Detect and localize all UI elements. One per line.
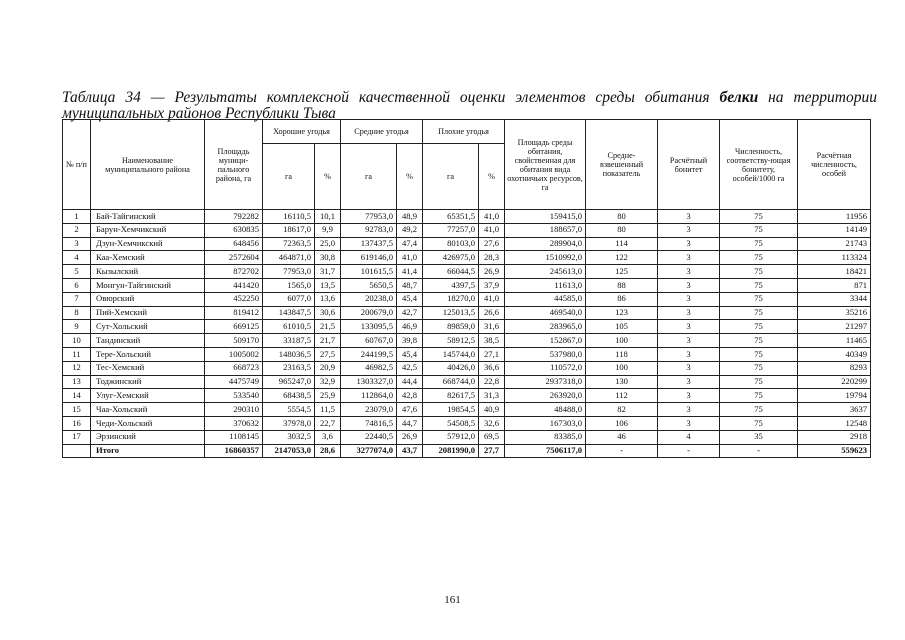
cell-medium-ha: 23079,0 <box>341 403 397 417</box>
cell-population: 559623 <box>798 444 871 458</box>
cell-poor-pct: 22,8 <box>479 375 505 389</box>
cell-population: 871 <box>798 278 871 292</box>
cell-weighted: - <box>586 444 658 458</box>
cell-area: 452250 <box>205 292 263 306</box>
cell-medium-ha: 200679,0 <box>341 306 397 320</box>
cell-name: Улуг-Хемский <box>91 389 205 403</box>
cell-habitat: 48488,0 <box>505 403 586 417</box>
cell-population: 11956 <box>798 210 871 224</box>
cell-medium-pct: 44,7 <box>397 416 423 430</box>
cell-medium-pct: 47,6 <box>397 403 423 417</box>
cell-area: 533540 <box>205 389 263 403</box>
cell-good-ha: 72363,5 <box>263 237 315 251</box>
cell-weighted: 88 <box>586 278 658 292</box>
cell-name: Тоджинский <box>91 375 205 389</box>
table-header <box>63 120 871 210</box>
cell-poor-pct: 31,3 <box>479 389 505 403</box>
cell-name: Бай-Тайгинский <box>91 210 205 224</box>
cell-medium-pct: 45,4 <box>397 347 423 361</box>
cell-bonitet: 3 <box>658 403 720 417</box>
cell-bonitet: - <box>658 444 720 458</box>
cell-poor-ha: 89859,0 <box>423 320 479 334</box>
cell-population: 11465 <box>798 334 871 348</box>
cell-no: 9 <box>63 320 91 334</box>
cell-name: Кызылский <box>91 265 205 279</box>
cell-good-pct: 27,5 <box>315 347 341 361</box>
cell-area: 16860357 <box>205 444 263 458</box>
cell-habitat: 110572,0 <box>505 361 586 375</box>
cell-density: 75 <box>720 416 798 430</box>
cell-no: 1 <box>63 210 91 224</box>
cell-no: 4 <box>63 251 91 265</box>
table-caption <box>62 90 877 122</box>
cell-weighted: 105 <box>586 320 658 334</box>
table-row <box>63 389 871 403</box>
cell-weighted: 118 <box>586 347 658 361</box>
cell-poor-ha: 40426,0 <box>423 361 479 375</box>
cell-population: 14149 <box>798 223 871 237</box>
cell-medium-pct: 48,9 <box>397 210 423 224</box>
table-row <box>63 320 871 334</box>
cell-poor-ha: 80103,0 <box>423 237 479 251</box>
cell-no: 15 <box>63 403 91 417</box>
cell-weighted: 122 <box>586 251 658 265</box>
cell-weighted: 123 <box>586 306 658 320</box>
cell-medium-pct: 42,7 <box>397 306 423 320</box>
cell-no: 8 <box>63 306 91 320</box>
cell-habitat: 11613,0 <box>505 278 586 292</box>
cell-density: - <box>720 444 798 458</box>
cell-no: 2 <box>63 223 91 237</box>
table-total-row <box>63 444 871 458</box>
cell-poor-pct: 41,0 <box>479 223 505 237</box>
cell-bonitet: 3 <box>658 251 720 265</box>
cell-density: 75 <box>720 347 798 361</box>
cell-area: 290310 <box>205 403 263 417</box>
table-row <box>63 416 871 430</box>
cell-medium-ha: 20238,0 <box>341 292 397 306</box>
cell-weighted: 80 <box>586 210 658 224</box>
cell-habitat: 283965,0 <box>505 320 586 334</box>
header-medium-ha: га <box>341 144 397 210</box>
cell-name: Тандинский <box>91 334 205 348</box>
cell-good-ha: 3032,5 <box>263 430 315 444</box>
cell-area: 648456 <box>205 237 263 251</box>
cell-density: 75 <box>720 210 798 224</box>
cell-habitat: 537980,0 <box>505 347 586 361</box>
cell-good-ha: 143847,5 <box>263 306 315 320</box>
cell-medium-pct: 39,8 <box>397 334 423 348</box>
cell-area: 872702 <box>205 265 263 279</box>
cell-poor-pct: 32,6 <box>479 416 505 430</box>
cell-good-ha: 965247,0 <box>263 375 315 389</box>
cell-area: 441420 <box>205 278 263 292</box>
cell-good-ha: 148036,5 <box>263 347 315 361</box>
cell-habitat: 289904,0 <box>505 237 586 251</box>
table-row <box>63 347 871 361</box>
cell-name: Чеди-Хольский <box>91 416 205 430</box>
cell-bonitet: 3 <box>658 416 720 430</box>
header-bonitet: Расчётный бонитет <box>658 120 720 210</box>
cell-density: 75 <box>720 237 798 251</box>
cell-poor-ha: 58912,5 <box>423 334 479 348</box>
cell-good-pct: 30,6 <box>315 306 341 320</box>
cell-name: Итого <box>91 444 205 458</box>
cell-name: Овюрский <box>91 292 205 306</box>
caption-suffix: на территории муниципальных районов Республики Тыва <box>62 89 877 122</box>
cell-poor-ha: 426975,0 <box>423 251 479 265</box>
cell-good-ha: 2147053,0 <box>263 444 315 458</box>
cell-density: 75 <box>720 251 798 265</box>
cell-good-pct: 3,6 <box>315 430 341 444</box>
header-area: Площадь муници-пального района, га <box>205 120 263 210</box>
cell-habitat: 44585,0 <box>505 292 586 306</box>
cell-good-ha: 23163,5 <box>263 361 315 375</box>
header-good: Хорошие угодья <box>263 120 341 144</box>
cell-bonitet: 3 <box>658 237 720 251</box>
cell-poor-pct: 41,0 <box>479 210 505 224</box>
cell-density: 75 <box>720 278 798 292</box>
table-row <box>63 334 871 348</box>
header-density: Численность, соответству-ющая бонитету, особей/1000 га <box>720 120 798 210</box>
cell-good-ha: 37978,0 <box>263 416 315 430</box>
cell-good-pct: 22,7 <box>315 416 341 430</box>
cell-weighted: 46 <box>586 430 658 444</box>
header-habitat: Площадь среды обитания, свойственная для обитания вида охотничьих ресурсов, га <box>505 120 586 210</box>
cell-weighted: 100 <box>586 334 658 348</box>
cell-density: 35 <box>720 430 798 444</box>
cell-medium-ha: 46982,5 <box>341 361 397 375</box>
cell-habitat: 83385,0 <box>505 430 586 444</box>
cell-name: Барун-Хемчикский <box>91 223 205 237</box>
cell-poor-pct: 27,6 <box>479 237 505 251</box>
cell-medium-ha: 3277074,0 <box>341 444 397 458</box>
cell-poor-pct: 41,0 <box>479 292 505 306</box>
cell-name: Тес-Хемский <box>91 361 205 375</box>
cell-poor-ha: 77257,0 <box>423 223 479 237</box>
cell-medium-pct: 43,7 <box>397 444 423 458</box>
cell-good-pct: 10,1 <box>315 210 341 224</box>
cell-medium-pct: 49,2 <box>397 223 423 237</box>
cell-bonitet: 3 <box>658 334 720 348</box>
header-weighted: Средне-взвешенный показатель <box>586 120 658 210</box>
table-row <box>63 361 871 375</box>
cell-bonitet: 3 <box>658 320 720 334</box>
table-row <box>63 278 871 292</box>
cell-name: Пий-Хемский <box>91 306 205 320</box>
cell-population: 113324 <box>798 251 871 265</box>
cell-poor-pct: 31,6 <box>479 320 505 334</box>
cell-medium-pct: 45,4 <box>397 292 423 306</box>
cell-medium-pct: 42,5 <box>397 361 423 375</box>
cell-density: 75 <box>720 389 798 403</box>
cell-habitat: 2937318,0 <box>505 375 586 389</box>
header-poor-pct: % <box>479 144 505 210</box>
cell-poor-pct: 27,7 <box>479 444 505 458</box>
cell-no: 12 <box>63 361 91 375</box>
cell-good-pct: 32,9 <box>315 375 341 389</box>
cell-medium-ha: 22440,5 <box>341 430 397 444</box>
cell-bonitet: 3 <box>658 347 720 361</box>
cell-area: 4475749 <box>205 375 263 389</box>
cell-medium-pct: 42,8 <box>397 389 423 403</box>
cell-population: 21297 <box>798 320 871 334</box>
cell-no: 5 <box>63 265 91 279</box>
cell-medium-ha: 133095,5 <box>341 320 397 334</box>
cell-bonitet: 3 <box>658 210 720 224</box>
cell-population: 3637 <box>798 403 871 417</box>
cell-population: 19794 <box>798 389 871 403</box>
cell-no: 11 <box>63 347 91 361</box>
cell-weighted: 112 <box>586 389 658 403</box>
cell-good-ha: 1565,0 <box>263 278 315 292</box>
cell-medium-ha: 112864,0 <box>341 389 397 403</box>
cell-density: 75 <box>720 292 798 306</box>
cell-weighted: 82 <box>586 403 658 417</box>
cell-habitat: 152867,0 <box>505 334 586 348</box>
caption-species: белки <box>719 89 759 106</box>
cell-population: 2918 <box>798 430 871 444</box>
header-poor: Плохие угодья <box>423 120 505 144</box>
cell-poor-ha: 19854,5 <box>423 403 479 417</box>
cell-area: 370632 <box>205 416 263 430</box>
cell-bonitet: 3 <box>658 375 720 389</box>
cell-weighted: 86 <box>586 292 658 306</box>
cell-poor-pct: 28,3 <box>479 251 505 265</box>
cell-population: 35216 <box>798 306 871 320</box>
cell-name: Дзун-Хемчикский <box>91 237 205 251</box>
cell-good-ha: 5554,5 <box>263 403 315 417</box>
cell-name: Сут-Хольский <box>91 320 205 334</box>
header-name: Наименование муниципального района <box>91 120 205 210</box>
header-poor-ha: га <box>423 144 479 210</box>
cell-area: 668723 <box>205 361 263 375</box>
cell-name: Чаа-Хольский <box>91 403 205 417</box>
cell-bonitet: 3 <box>658 361 720 375</box>
cell-population: 40349 <box>798 347 871 361</box>
cell-bonitet: 3 <box>658 265 720 279</box>
cell-habitat: 188657,0 <box>505 223 586 237</box>
cell-habitat: 245613,0 <box>505 265 586 279</box>
cell-good-pct: 9,9 <box>315 223 341 237</box>
table-row <box>63 223 871 237</box>
cell-poor-pct: 69,5 <box>479 430 505 444</box>
cell-no: 3 <box>63 237 91 251</box>
cell-no: 10 <box>63 334 91 348</box>
cell-poor-ha: 668744,0 <box>423 375 479 389</box>
cell-medium-pct: 44,4 <box>397 375 423 389</box>
table-row <box>63 430 871 444</box>
table-body <box>63 210 871 458</box>
cell-name: Каа-Хемский <box>91 251 205 265</box>
header-num: № п/п <box>63 120 91 210</box>
table-row <box>63 403 871 417</box>
cell-habitat: 7506117,0 <box>505 444 586 458</box>
cell-habitat: 159415,0 <box>505 210 586 224</box>
cell-poor-ha: 57912,0 <box>423 430 479 444</box>
header-good-pct: % <box>315 144 341 210</box>
cell-habitat: 263920,0 <box>505 389 586 403</box>
cell-medium-pct: 47,4 <box>397 237 423 251</box>
cell-area: 630835 <box>205 223 263 237</box>
table-row <box>63 375 871 389</box>
table-row <box>63 237 871 251</box>
cell-area: 2572604 <box>205 251 263 265</box>
cell-weighted: 100 <box>586 361 658 375</box>
cell-name: Тере-Хольский <box>91 347 205 361</box>
cell-no: 6 <box>63 278 91 292</box>
caption-prefix: Таблица 34 — Результаты комплексной качественной оценки элементов среды обитания <box>62 89 720 106</box>
cell-density: 75 <box>720 306 798 320</box>
cell-weighted: 80 <box>586 223 658 237</box>
cell-habitat: 1510992,0 <box>505 251 586 265</box>
header-population: Расчётная численность, особей <box>798 120 871 210</box>
cell-poor-ha: 65351,5 <box>423 210 479 224</box>
cell-population: 18421 <box>798 265 871 279</box>
cell-bonitet: 3 <box>658 278 720 292</box>
cell-good-ha: 464871,0 <box>263 251 315 265</box>
cell-population: 12548 <box>798 416 871 430</box>
cell-no <box>63 444 91 458</box>
cell-area: 792282 <box>205 210 263 224</box>
header-medium-pct: % <box>397 144 423 210</box>
cell-good-pct: 25,0 <box>315 237 341 251</box>
cell-poor-ha: 54508,5 <box>423 416 479 430</box>
header-medium: Средние угодья <box>341 120 423 144</box>
cell-name: Монгун-Тайгинский <box>91 278 205 292</box>
cell-good-pct: 25,9 <box>315 389 341 403</box>
cell-medium-ha: 77953,0 <box>341 210 397 224</box>
cell-density: 75 <box>720 403 798 417</box>
cell-medium-ha: 5650,5 <box>341 278 397 292</box>
cell-good-ha: 33187,5 <box>263 334 315 348</box>
cell-good-ha: 68438,5 <box>263 389 315 403</box>
table-row <box>63 306 871 320</box>
cell-poor-pct: 36,6 <box>479 361 505 375</box>
table-row <box>63 210 871 224</box>
assessment-table <box>62 119 871 458</box>
cell-no: 13 <box>63 375 91 389</box>
cell-area: 819412 <box>205 306 263 320</box>
cell-good-ha: 61010,5 <box>263 320 315 334</box>
cell-no: 16 <box>63 416 91 430</box>
cell-medium-ha: 137437,5 <box>341 237 397 251</box>
cell-bonitet: 3 <box>658 389 720 403</box>
cell-poor-pct: 38,5 <box>479 334 505 348</box>
cell-weighted: 125 <box>586 265 658 279</box>
cell-bonitet: 3 <box>658 223 720 237</box>
cell-population: 8293 <box>798 361 871 375</box>
table-row <box>63 265 871 279</box>
cell-medium-ha: 92783,0 <box>341 223 397 237</box>
cell-good-ha: 18617,0 <box>263 223 315 237</box>
page-number: 161 <box>444 594 461 606</box>
cell-density: 75 <box>720 265 798 279</box>
cell-habitat: 167303,0 <box>505 416 586 430</box>
cell-density: 75 <box>720 375 798 389</box>
cell-density: 75 <box>720 320 798 334</box>
cell-medium-ha: 619146,0 <box>341 251 397 265</box>
cell-poor-pct: 40,9 <box>479 403 505 417</box>
cell-poor-pct: 27,1 <box>479 347 505 361</box>
cell-good-pct: 21,5 <box>315 320 341 334</box>
cell-area: 1005002 <box>205 347 263 361</box>
cell-poor-ha: 2081990,0 <box>423 444 479 458</box>
cell-area: 1108145 <box>205 430 263 444</box>
cell-no: 7 <box>63 292 91 306</box>
cell-medium-ha: 1303327,0 <box>341 375 397 389</box>
cell-no: 17 <box>63 430 91 444</box>
cell-bonitet: 3 <box>658 292 720 306</box>
cell-poor-ha: 125013,5 <box>423 306 479 320</box>
cell-name: Эрзинский <box>91 430 205 444</box>
cell-density: 75 <box>720 361 798 375</box>
cell-good-pct: 21,7 <box>315 334 341 348</box>
cell-good-ha: 6077,0 <box>263 292 315 306</box>
cell-area: 669125 <box>205 320 263 334</box>
cell-poor-ha: 66044,5 <box>423 265 479 279</box>
cell-area: 509170 <box>205 334 263 348</box>
cell-good-pct: 28,6 <box>315 444 341 458</box>
cell-poor-ha: 18270,0 <box>423 292 479 306</box>
cell-weighted: 114 <box>586 237 658 251</box>
cell-poor-ha: 82617,5 <box>423 389 479 403</box>
cell-good-pct: 20,9 <box>315 361 341 375</box>
cell-medium-pct: 26,9 <box>397 430 423 444</box>
cell-good-ha: 16110,5 <box>263 210 315 224</box>
header-good-ha: га <box>263 144 315 210</box>
cell-density: 75 <box>720 334 798 348</box>
cell-medium-pct: 46,9 <box>397 320 423 334</box>
cell-population: 21743 <box>798 237 871 251</box>
cell-medium-pct: 41,4 <box>397 265 423 279</box>
cell-poor-pct: 26,6 <box>479 306 505 320</box>
cell-medium-pct: 48,7 <box>397 278 423 292</box>
cell-good-pct: 31,7 <box>315 265 341 279</box>
cell-good-ha: 77953,0 <box>263 265 315 279</box>
cell-population: 220299 <box>798 375 871 389</box>
cell-bonitet: 4 <box>658 430 720 444</box>
cell-habitat: 469540,0 <box>505 306 586 320</box>
cell-medium-ha: 74816,5 <box>341 416 397 430</box>
cell-poor-pct: 37,9 <box>479 278 505 292</box>
cell-medium-pct: 41,0 <box>397 251 423 265</box>
cell-medium-ha: 244199,5 <box>341 347 397 361</box>
cell-weighted: 106 <box>586 416 658 430</box>
cell-medium-ha: 101615,5 <box>341 265 397 279</box>
cell-no: 14 <box>63 389 91 403</box>
cell-good-pct: 30,8 <box>315 251 341 265</box>
cell-medium-ha: 60767,0 <box>341 334 397 348</box>
cell-population: 3344 <box>798 292 871 306</box>
cell-good-pct: 13,5 <box>315 278 341 292</box>
cell-bonitet: 3 <box>658 306 720 320</box>
cell-good-pct: 11,5 <box>315 403 341 417</box>
cell-weighted: 130 <box>586 375 658 389</box>
table-row <box>63 292 871 306</box>
cell-poor-pct: 26,9 <box>479 265 505 279</box>
table-row <box>63 251 871 265</box>
cell-poor-ha: 145744,0 <box>423 347 479 361</box>
cell-density: 75 <box>720 223 798 237</box>
cell-poor-ha: 4397,5 <box>423 278 479 292</box>
cell-good-pct: 13,6 <box>315 292 341 306</box>
